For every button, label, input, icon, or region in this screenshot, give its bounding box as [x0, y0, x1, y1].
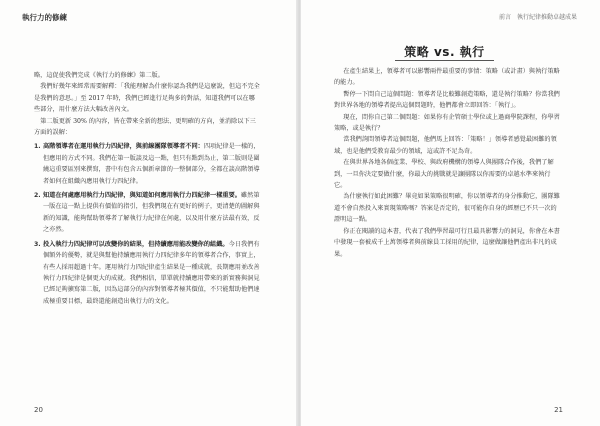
- misconception-list: [34, 141, 260, 307]
- list-number: 2.: [34, 192, 41, 200]
- body-paragraph: 你正在閱讀的這本書，代表了我們學習最可行且最具影響力的洞見，你會在本書中發現一套被成千上萬領導者與前線員工採用的紀律，這麼做讓他們產出非凡的成果。: [334, 227, 560, 258]
- body-paragraph: 為什麼執行如此困難？畢竟如果策略很明確，你以領導者的身分推動它，團隊難道不會自然投入來實現策略嗎？答案是否定的，很可能你自身的經歷已不只一次的證明這一點。: [334, 193, 560, 224]
- left-page-body: [34, 70, 260, 310]
- body-paragraph: 當我們詢問領導者這個問題，他們馬上回答：「策略！」領導者感覺最困難的領域，也是他們受教育最少的領域，這或許不足為奇。: [334, 136, 557, 155]
- body-paragraph: 暫停一下問自己這個問題：領導者是比較難創造策略，還是執行策略？你當我們對世界各地的領導者提出這個問題時，他們都會立即回答：「執行」。: [334, 90, 560, 110]
- running-head-title: 執行紀律推動卓越成果: [516, 14, 577, 21]
- list-item: [34, 239, 260, 307]
- body-paragraph: 在產生結果上，領導者可以影響兩件最重要的事情：策略（或計畫）與執行策略的能力。: [334, 68, 560, 87]
- intro-paragraph: 我們好幾年來經常需要解釋：「我能理解為什麼你認為我們是這麼說，但這不完全是我們的意思。」至 2017 年時，我們已經進行足夠多的對話，知道我們可以在哪些部分，用什麼方法大幅改善內文。: [34, 83, 260, 114]
- page-number-right: 21: [554, 406, 563, 414]
- body-paragraph: 在與世界各地各個產業、學校、與政府機構的領導人與團隊合作後，我們了解到，一旦你決定要做什麼，你最大的挑戰就是讓團隊以你需要的卓越水準來執行它。: [334, 159, 554, 190]
- left-page: [0, 0, 299, 426]
- running-head-left: 執行力的修練: [22, 13, 67, 22]
- intro-paragraph: 略，這促使我們完成《執行力的修練》第二版。: [34, 72, 164, 79]
- list-number: 3.: [34, 240, 41, 248]
- list-item: [34, 141, 260, 187]
- list-item-text: 四項紀律是一樣的，但應用的方式不同。我們在第一版談及這一點，但只有點到為止，第二版則是圍繞這重要區別來撰寫，書中有包含五個新章節的一整個部分，全都在談高階領導者如何在組織內應用執行力四紀律。: [43, 143, 260, 185]
- section-heading: 策略 vs. 執行: [395, 42, 494, 61]
- list-number: 1.: [34, 143, 41, 151]
- list-item-lead: 高階領導者在運用執行力四紀律，與前線團隊領導者不同：: [43, 143, 204, 151]
- running-head-right: [493, 12, 577, 21]
- body-paragraph: 現在，問你自己第二個問題：如果你有企管碩士學位或上過商學院課程，你學習策略，或是執行？: [334, 113, 560, 133]
- list-item-lead: 投入執行力四紀律可以改變你的結果，但持續應用能改變你的組織。: [43, 240, 229, 248]
- list-item-lead: 知道在何處應用執行力四紀律，與知道如何應用執行力四紀律一樣重要。: [43, 192, 241, 200]
- list-item-text: 今日我們有個額外的優勢，就是與幫他持續應用執行力四紀律多年的領導者合作，事實上，有些人採用超過十年。運用執行力四紀律產生結果是一種成就，長期應用並改善執行力四紀律是個更大的成就。我們相信，單單就持續應用帶來的新實務與洞見已經足夠擴寫第二版，因為這部分的內容對領導者極其價值，不只能幫助他們達成極重要目標，最終還能創造出執行力的文化。: [43, 240, 260, 305]
- list-item: [34, 190, 260, 236]
- list-item-text: 雖然第一版在這一點上提供有價值的指引，但我們現在有更好的例子，更清楚的圖解與新的知識，能夠幫助領導者了解執行力紀律在何處，以及用什麼方法最有效，反之亦然。: [43, 192, 260, 234]
- running-head-part: 前言: [498, 14, 511, 21]
- intro-paragraph: 第二版更新 30% 的內容，皆在帶來全新的想法、更明確的方向，並消除以下三方面的誤解：: [34, 117, 256, 137]
- page-number-left: 20: [34, 406, 43, 414]
- right-page-body: [334, 66, 560, 260]
